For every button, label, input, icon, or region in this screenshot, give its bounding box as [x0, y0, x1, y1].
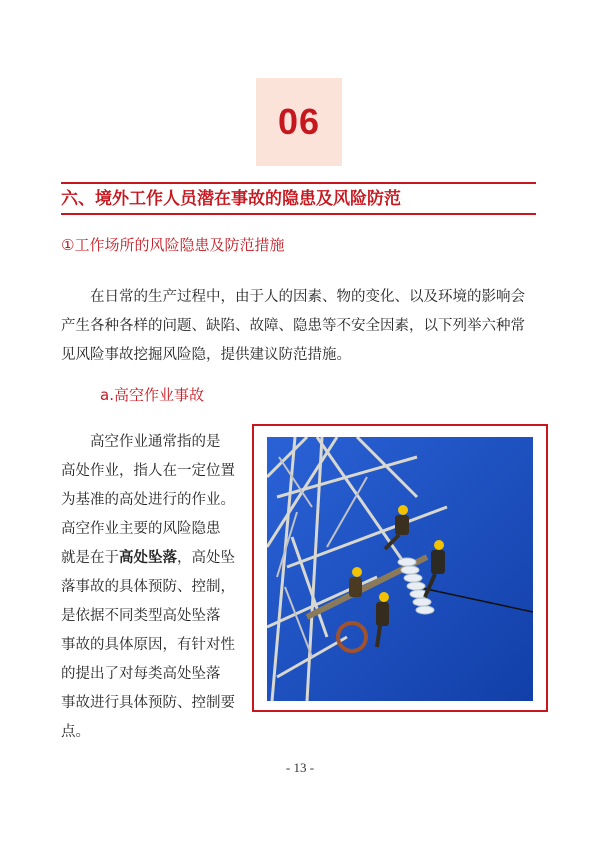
item-a-line-part: ，高处坠 [177, 550, 235, 566]
emphasis-fall-from-height: 高处坠落 [119, 550, 177, 566]
chapter-number-box [256, 78, 342, 166]
item-a-title: a.高空作业事故 [100, 386, 204, 404]
subsection-title: ①工作场所的风险隐患及防范措施 [61, 236, 285, 254]
section-title: 六、境外工作人员潜在事故的隐患及风险防范 [61, 189, 401, 209]
photo-workers-on-power-tower [267, 437, 533, 701]
item-a-line: 高空作业主要的风险隐患 [61, 521, 221, 537]
photo-frame [252, 424, 548, 712]
chapter-number: 06 [277, 101, 321, 142]
intro-paragraph [61, 283, 541, 370]
intro-line: 见风险事故挖掘风险隐，提供建议防范措施。 [61, 347, 351, 363]
intro-line: 在日常的生产过程中，由于人的因素、物的变化、以及环境的影响会 [90, 289, 525, 305]
section-rule-top [61, 182, 536, 184]
section-rule-bottom [61, 213, 536, 215]
item-a-line: 高空作业通常指的是 [90, 434, 221, 450]
item-a-line-part: 就是在于 [61, 550, 119, 566]
item-a-line: 点。 [61, 724, 90, 740]
tower-illustration [267, 437, 533, 701]
item-a-line: 事故进行具体预防、控制要 [61, 695, 235, 711]
intro-line: 产生各种各样的问题、缺陷、故障、隐患等不安全因素，以下列举六种常 [61, 318, 525, 334]
item-a-line: 落事故的具体预防、控制， [61, 579, 235, 595]
item-a-line: 为基准的高处进行的作业。 [61, 492, 235, 508]
item-a-paragraph [61, 428, 241, 747]
item-a-line [61, 544, 241, 573]
item-a-line: 的提出了对每类高处坠落 [61, 666, 221, 682]
item-a-line: 高处作业，指人在一定位置 [61, 463, 235, 479]
page-number: - 13 - [285, 760, 315, 775]
item-a-line: 事故的具体原因，有针对性 [61, 637, 235, 653]
item-a-line: 是依据不同类型高处坠落 [61, 608, 221, 624]
